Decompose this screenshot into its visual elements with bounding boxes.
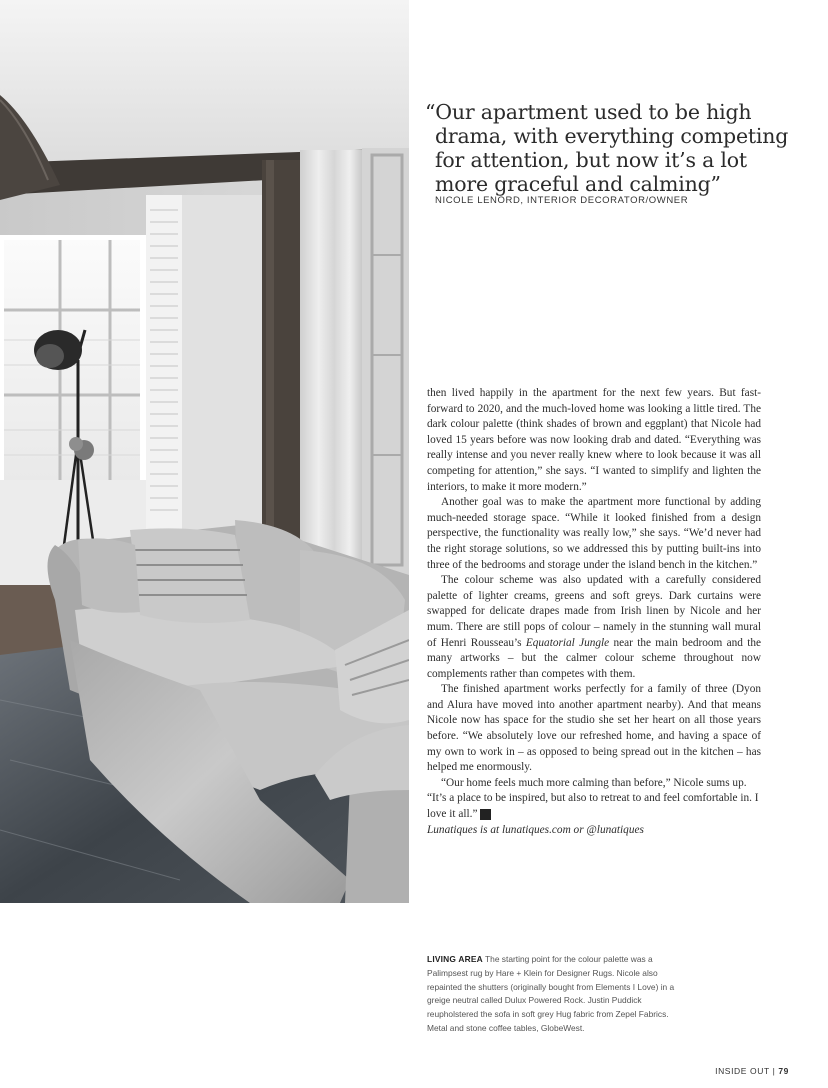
body-text: The colour scheme was also updated with a carefully considered palette of lighter creams, greens and soft greys. Dark curtains were swapped for delicate drapes made from Irish linen by Nicole and her mum. There are still pops of colour – namely in the stunning wall mural of Henri Rousseau’s	[427, 574, 761, 649]
pull-quote-line: for attention, but now it’s a lot	[435, 148, 747, 172]
magazine-name: INSIDE OUT	[715, 1066, 770, 1076]
body-text: near the main bedroom and the many artworks – but the calmer colour scheme throughout now complements rather than competes with them.	[427, 636, 762, 680]
folio-separator: |	[769, 1066, 779, 1076]
body-paragraph: then lived happily in the apartment for the next few years. But fast-forward to 2020, and the much-loved home was looking a little tired. The dark colour palette (think shades of brown and eggplant) that Nicole had loved 15 years before was now looking drab and dated. “Everything was really intense and you never really knew where to look because it was all competing for attention,” she says. “I wanted to simplify and lighten the interiors, to make it more modern.”	[427, 387, 761, 493]
page-folio	[715, 1066, 789, 1076]
caption-label: LIVING AREA	[427, 954, 483, 964]
pull-quote	[425, 100, 789, 196]
photo-caption	[427, 953, 689, 1036]
living-area-photo-illustration	[0, 0, 409, 903]
body-paragraph: Another goal was to make the apartment more functional by adding much-needed storage space. “While it looked finished from a design perspective, the functionality was really low,” she says. “We’d never had the right storage solutions, so we addressed this by putting built-ins into three of the bedrooms and storage under the island bench in the kitchen.”	[427, 496, 761, 571]
living-area-photo	[0, 0, 409, 903]
artwork-title: Equatorial Jungle	[525, 636, 610, 649]
end-mark-icon: IO	[480, 809, 491, 820]
body-paragraph	[427, 776, 761, 823]
article-body	[427, 386, 761, 838]
page-number: 79	[778, 1066, 789, 1076]
pull-quote-line: drama, with everything competing	[435, 124, 789, 148]
pull-quote-line: more graceful and calming”	[435, 172, 721, 196]
pull-quote-attribution: NICOLE LENORD, INTERIOR DECORATOR/OWNER	[435, 195, 689, 206]
body-paragraph	[427, 573, 761, 682]
caption-text: The starting point for the colour palette was a Palimpsest rug by Hare + Klein for Designer Rugs. Nicole also repainted the shutters (originally bought from Elements I Love) in a greige neutral called Dulux Powered Rock. Justin Puddick reupholstered the sofa in soft grey Hug fabric from Zepel Fabrics. Metal and stone coffee tables, GlobeWest.	[427, 954, 675, 1033]
body-text: “Our home feels much more calming than before,” Nicole sums up. “It’s a place to be inspired, but also to retreat to and feel comfortable in. I love it all.”	[427, 776, 759, 821]
pull-quote-line: “Our apartment used to be high	[425, 100, 752, 124]
body-paragraph: The finished apartment works perfectly for a family of three (Dyon and Alura have moved into another apartment nearby). And that means Nicole now has space for the studio she set her heart on all those years before. “We absolutely love our refreshed home, and having a space of my own to work in – as opposed to being spread out in the kitchen – has helped me enormously.	[427, 683, 761, 774]
store-credit: Lunatiques is at lunatiques.com or @lunatiques	[427, 823, 644, 836]
